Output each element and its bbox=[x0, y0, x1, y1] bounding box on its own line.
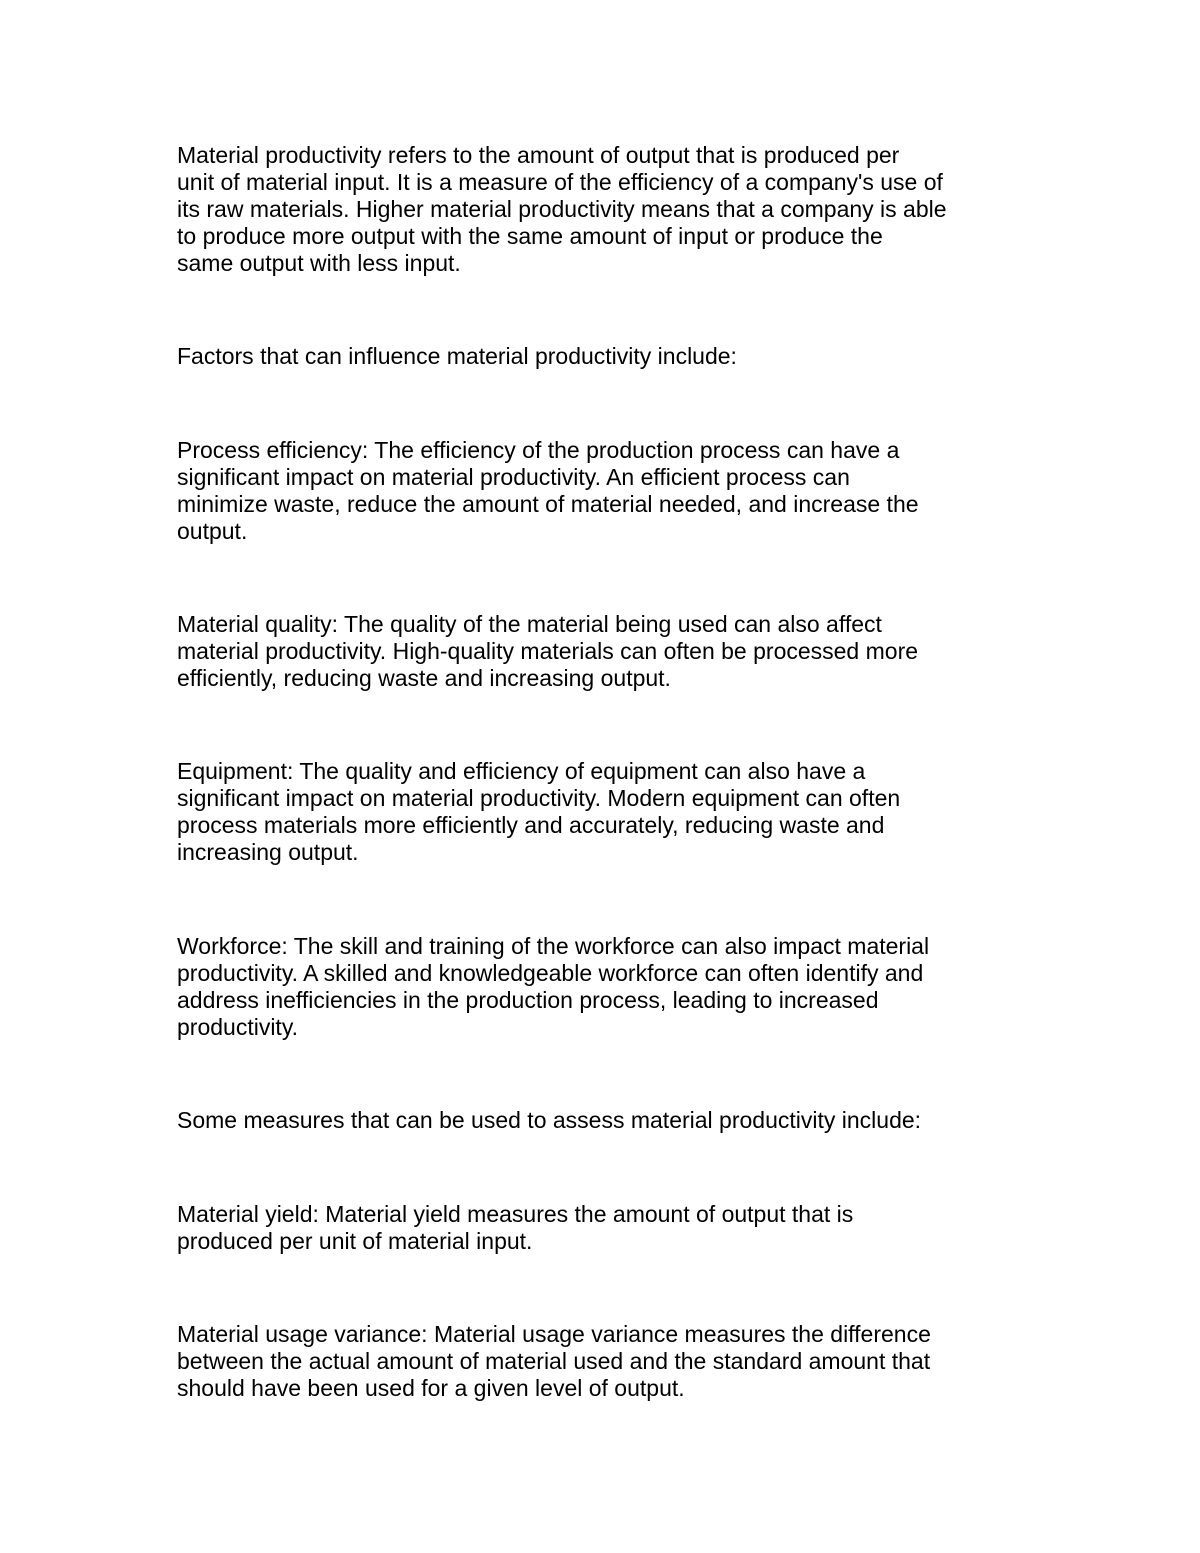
paragraph-intro: Material productivity refers to the amount of output that is produced per unit of material input. It is a measure of the efficiency of a company's use of its raw materials. Higher material productivity means that a company is able to produce more output with the same amount of input or produce the same output with less input. bbox=[177, 142, 947, 276]
paragraph-process-efficiency: Process efficiency: The efficiency of the production process can have a significant impact on material productivity. An efficient process can minimize waste, reduce the amount of material needed, and increase the output. bbox=[177, 437, 919, 544]
paragraph-equipment: Equipment: The quality and efficiency of equipment can also have a significant impact on material productivity. Modern equipment can often process materials more efficiently and accurately, reducing waste and increasing output. bbox=[177, 758, 901, 865]
paragraph-workforce: Workforce: The skill and training of the workforce can also impact material productivity. A skilled and knowledgeable workforce can often identify and address inefficiencies in the production process, leading to increased productivity. bbox=[177, 933, 930, 1040]
paragraph-material-yield: Material yield: Material yield measures the amount of output that is produced per unit of material input. bbox=[177, 1201, 854, 1254]
paragraph-usage-variance: Material usage variance: Material usage variance measures the difference between the actual amount of material used and the standard amount that should have been used for a given level of output. bbox=[177, 1321, 931, 1401]
paragraph-material-quality: Material quality: The quality of the material being used can also affect material productivity. High-quality materials can often be processed more efficiently, reducing waste and increasing output. bbox=[177, 611, 919, 691]
paragraph-factors-heading: Factors that can influence material productivity include: bbox=[177, 343, 737, 369]
paragraph-measures-heading: Some measures that can be used to assess material productivity include: bbox=[177, 1107, 922, 1133]
